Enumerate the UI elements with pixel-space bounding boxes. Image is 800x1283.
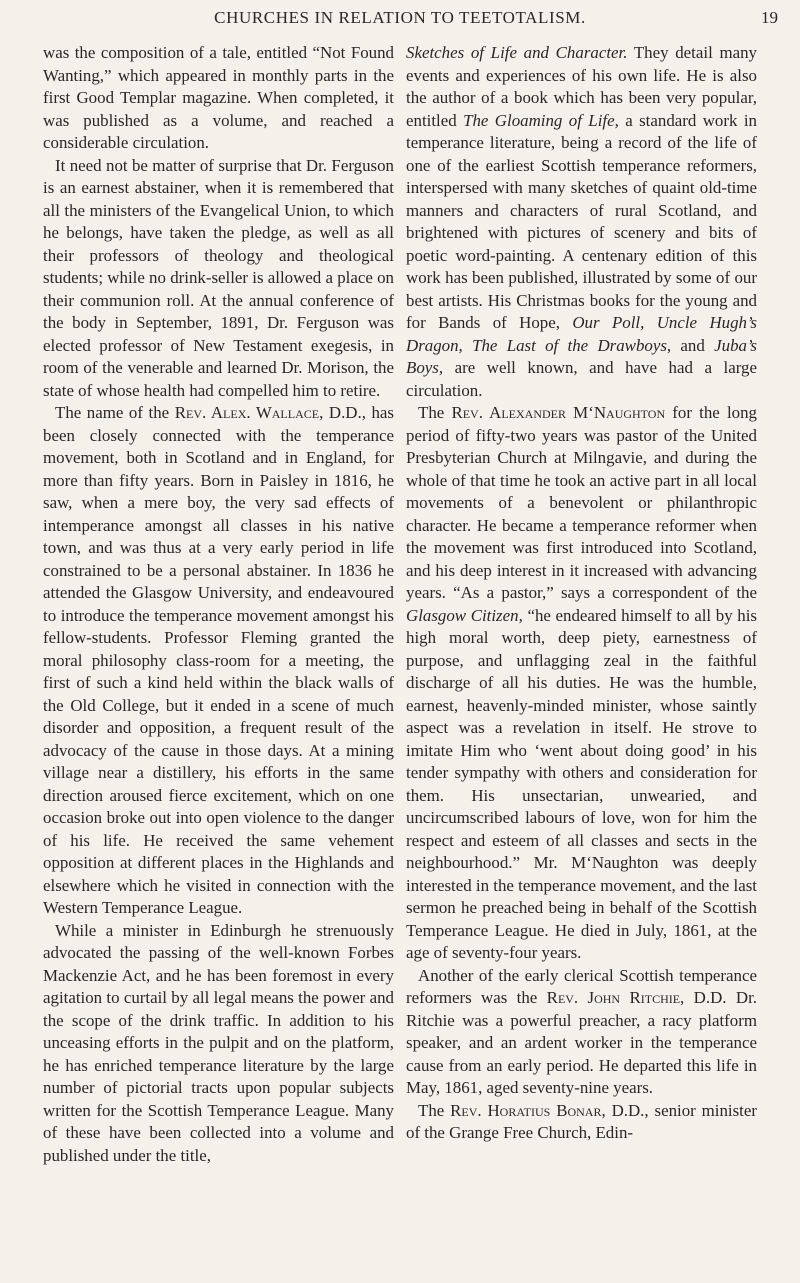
left-column xyxy=(43,42,394,1167)
paragraph xyxy=(406,1100,757,1145)
text: “he endeared himself to all by his high moral worth, deep piety, earnestness of purpose, and unflagging zeal in the faithful discharge of all his duties. He was the humble, earnest, heavenly-minded minister, whose saintly aspect was a revelation in itself. He strove to imitate Him who ‘went about doing good’ in his tender sympathy with others and consideration for them. His unsectarian, unwearied, and uncircumscribed labours of love, won for him the respect and esteem of all classes and sects in the neighbourhood.” Mr. M‘Naughton was deeply interested in the temperance movement, and the last sermon he preached being in behalf of the Scottish Temperance League. He died in July, 1861, at the age of seventy-four years. xyxy=(406,605,757,962)
text: The name of the xyxy=(55,403,175,422)
text: and xyxy=(671,335,715,355)
paragraph xyxy=(406,42,757,402)
book-title: Juba’s Boys, xyxy=(406,335,757,377)
paragraph xyxy=(406,402,757,965)
text: for the long period of fifty-two years was pastor of the United Presbyterian Church at Milngavie, and during the whole of that time he took an active part in all local movements of a benevolent or philanthropic character. He became a temperance reformer when the movement was first introduced into Scotland, and his deep interest in it increased with advancing years. “As a pastor,” says a correspondent of the xyxy=(406,403,758,602)
person-name: Rev. Alexander M‘Naughton xyxy=(451,403,666,422)
text: D.D. Dr. Ritchie was a powerful preacher, a racy platform speaker, and an ardent worker in the temperance cause from an early period. He departed this life in May, 1861, aged seventy-nine years. xyxy=(406,988,757,1097)
running-title: CHURCHES IN RELATION TO TEETOTALISM. xyxy=(214,8,586,27)
text: a standard work in temperance literature, being a record of the life of one of the earliest Scottish temperance reformers, interspersed with many sketches of quaint old-time manners and characters of rural Scotland, and brightened with pictures of scenery and bits of poetic word-painting. A centenary edition of this work has been published, illustrated by some of our best artists. His Christmas books for the young and for Bands of Hope, xyxy=(406,110,757,332)
paragraph: It need not be matter of surprise that Dr. Ferguson is an earnest abstainer, when it is remembered that all the ministers of the Evangelical Union, to which he belongs, have taken the pledge, as well as all their professors of theology and theological students; while no drink-seller is allowed a place on their communion roll. At the annual conference of the body in September, 1891, Dr. Ferguson was elected professor of New Testament exegesis, in room of the venerable and learned Dr. Morison, the state of whose health had compelled him to retire. xyxy=(43,155,394,400)
paragraph: was the composition of a tale, entitled “Not Found Wanting,” which appeared in monthly parts in the first Good Templar magazine. When completed, it was published as a volume, and reached a considerable circulation. xyxy=(43,43,394,152)
text: Another of the early clerical Scottish temperance reformers was the xyxy=(406,965,757,1007)
book-title: The Gloaming of Life, xyxy=(463,110,619,130)
right-column xyxy=(406,42,757,1145)
text: D.D., senior minister of the Grange Free Church, Edin- xyxy=(406,1100,757,1142)
paragraph: While a minister in Edinburgh he strenuously advocated the passing of the well-known Forbes Mackenzie Act, and he has been foremost in every agitation to curtail by all legal means the power and the scope of the drink traffic. In addition to his unceasing efforts in the pulpit and on the platform, he has enriched temperance literature by the large number of pictorial tracts upon popular subjects written for the Scottish Temperance League. Many of these have been collected into a volume and published under the title, xyxy=(43,920,394,1165)
person-name: Rev. Alex. Wallace, xyxy=(174,403,324,422)
newspaper-title: Glasgow Citizen, xyxy=(406,605,523,625)
page-header xyxy=(0,8,800,30)
text: The xyxy=(418,1100,451,1120)
paragraph xyxy=(43,402,394,920)
text: The xyxy=(418,403,452,422)
text: are well known, and have had a large circulation. xyxy=(406,358,757,400)
book-title: Our Poll, Uncle Hugh’s Dragon, The Last of the Drawboys, xyxy=(406,313,757,355)
paragraph xyxy=(406,965,757,1100)
person-name: Rev. John Ritchie, xyxy=(546,988,685,1007)
book-title: Sketches of Life and Character. xyxy=(406,43,628,62)
text: D.D., has been closely connected with the temperance movement, both in Scotland and in England, for more than fifty years. Born in Paisley in 1816, he saw, when a mere boy, the very sad effects of intemperance amongst all classes in his native town, and was thus at a very early period in life constrained to be a personal abstainer. In 1836 he attended the Glasgow University, and endeavoured to introduce the temperance movement amongst his fellow-students. Professor Fleming granted the moral philosophy class-room for a meeting, the first of such a kind held within the black walls of the Old College, but it ended in a scene of much disorder and opposition, a frequent result of the advocacy of the cause in those days. At a mining village near a distillery, his efforts in the same direction aroused fierce excitement, which on one occasion broke out into open violence to the danger of his life. He received the same vehement opposition at different places in the Highlands and elsewhere which he visited in connection with the Western Temperance League. xyxy=(43,403,395,917)
page-number: 19 xyxy=(761,8,778,27)
text: They detail many events and experiences of his own life. He is also the author of a book which has been very popular, entitled xyxy=(406,43,757,130)
person-name: Rev. Horatius Bonar, xyxy=(450,1100,606,1120)
